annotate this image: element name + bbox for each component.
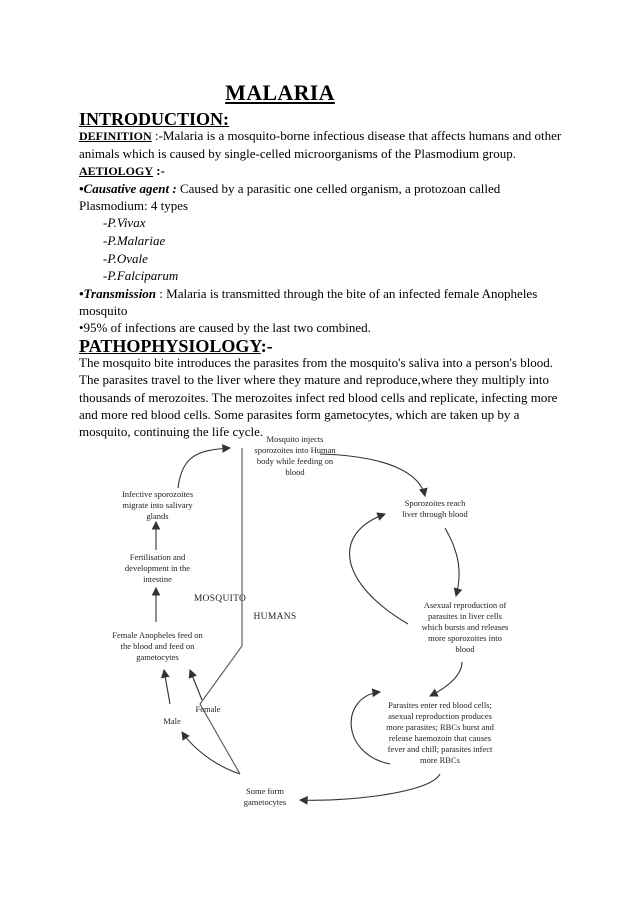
label-humans-zone: HUMANS (253, 612, 297, 622)
aetiology-suffix: :- (153, 163, 165, 178)
label-mosquito-zone: MOSQUITO (193, 594, 247, 604)
arrow-liver-to-asexual (445, 528, 459, 596)
patho-line-4: and more red blood cells. Some parasites form gametocytes, which are taken up by a (79, 407, 520, 422)
label-sporozoites-reach: Sporozoites reach liver through blood (402, 498, 468, 519)
arrow-infective-to-injects (178, 448, 230, 488)
transmission-label: •Transmission (79, 286, 157, 301)
patho-line-1: The mosquito bite introduces the parasites from the mosquito's saliva into a person's blood. (79, 355, 554, 370)
transmission-text-2: mosquito (79, 303, 128, 318)
infection-stat: •95% of infections are caused by the last two combined. (79, 320, 371, 335)
causative-label: •Causative agent : (79, 181, 177, 196)
arrow-rbc-to-gametocytes (300, 774, 440, 800)
arrow-male-to-anopheles (164, 670, 170, 704)
type-malariae: -P.Malariae (103, 233, 166, 248)
page-title: MALARIA (225, 80, 335, 105)
aetiology-line (79, 163, 165, 179)
label-parasites-enter-rbc: Parasites enter red blood cells; asexual reproduction produces more parasites; RBCs burst and release haemozoin that causes fever and chill; parasites infect more RBCs (386, 700, 494, 765)
label-asexual-liver: Asexual reproduction of parasites in liver cells which bursts and releases more sporozoites into blood (421, 600, 509, 654)
type-vivax: -P.Vivax (103, 215, 146, 230)
arrow-liver-to-rbc (430, 662, 462, 696)
label-male: Male (163, 716, 181, 726)
definition-text-2: animals which is caused by single-celled microorganisms of the Plasmodium group. (79, 146, 516, 161)
arrow-asexual-loop (350, 514, 408, 624)
pathophysiology-suffix: :- (260, 336, 273, 356)
aetiology-label: AETIOLOGY (79, 164, 154, 178)
type-ovale: -P.Ovale (103, 251, 148, 266)
label-female: Female (195, 704, 221, 714)
label-fertilisation: Fertilisation and development in the intestine (124, 552, 191, 584)
transmission-line (79, 286, 537, 302)
arrow-gametocytes-to-male (182, 732, 240, 774)
patho-line-3: thousands of merozoites. The merozoites infect red blood cells and replicate, infecting more (79, 390, 558, 405)
causative-text-1: Caused by a parasitic one celled organism, a protozoan called (176, 181, 501, 196)
malaria-life-cycle-diagram (90, 434, 560, 814)
causative-text-2: Plasmodium: 4 types (79, 198, 189, 213)
pathophysiology-title: PATHOPHYSIOLOGY (79, 336, 261, 356)
definition-text-1: :-Malaria is a mosquito-borne infectious disease that affects humans and other (151, 128, 562, 143)
patho-line-2: The parasites travel to the liver where they mature and reproduce,where they multiply into (79, 372, 549, 387)
causative-line (79, 181, 500, 197)
label-female-anopheles: Female Anopheles feed on the blood and feed on gametocytes (112, 630, 203, 662)
type-falciparum: -P.Falciparum (103, 268, 179, 283)
transmission-text-1: : Malaria is transmitted through the bite of an infected female Anopheles (156, 286, 538, 301)
label-some-form-gametocytes: Some form gametocytes (243, 786, 287, 807)
patho-line-5: mosquito, continuing the life cycle. (79, 424, 264, 439)
introduction-heading: INTRODUCTION: (79, 109, 230, 129)
label-mosquito-injects: Mosquito injects sporozoites into Human body while feeding on blood (254, 434, 336, 477)
label-infective-sporozoites: Infective sporozoites migrate into salivary glands (121, 489, 194, 521)
definition-label: DEFINITION (79, 129, 152, 143)
pathophysiology-heading (79, 336, 273, 357)
definition-line (79, 128, 561, 144)
arrow-female-to-anopheles (190, 670, 202, 700)
